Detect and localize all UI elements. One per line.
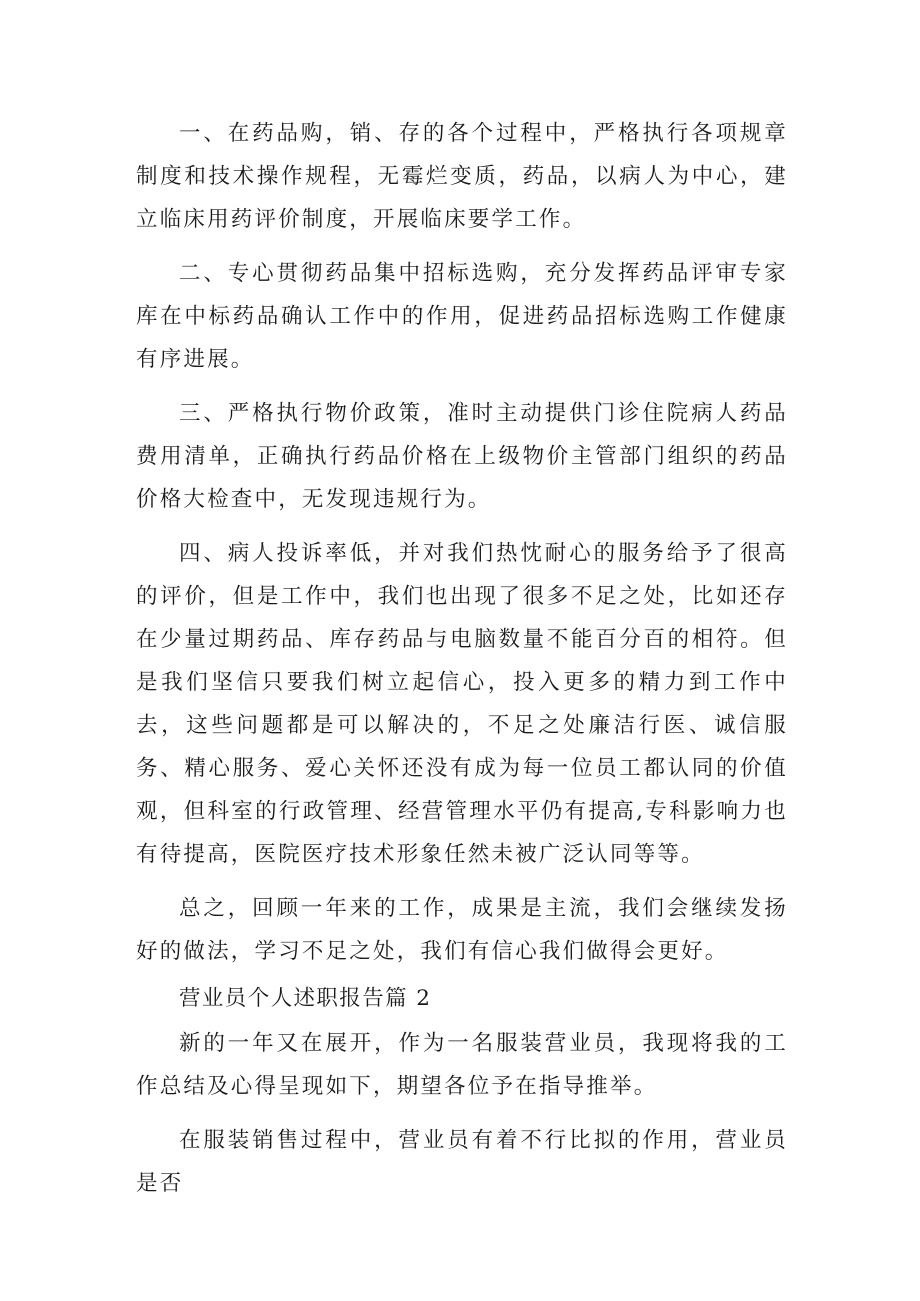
paragraph-1: 一、在药品购，销、存的各个过程中，严格执行各项规章制度和技术操作规程，无霉烂变质，药品，以病人为中心，建立临床用药评价制度，开展临床要学工作。 <box>136 121 788 232</box>
document-body <box>136 112 788 1216</box>
section-paragraph-1: 新的一年又在展开，作为一名服装营业员，我现将我的工作总结及心得呈现如下，期望各位予在指导推举。 <box>136 1031 788 1099</box>
paragraph-5: 总之，回顾一年来的工作，成果是主流，我们会继续发扬好的做法，学习不足之处，我们有信心我们做得会更好。 <box>136 896 788 964</box>
section-paragraph-2: 在服装销售过程中，营业员有着不行比拟的作用，营业员是否 <box>136 1128 788 1196</box>
paragraph-4: 四、病人投诉率低，并对我们热忱耐心的服务给予了很高的评价，但是工作中，我们也出现了很多不足之处，比如还存在少量过期药品、库存药品与电脑数量不能百分百的相符。但是我们坚信只要我们树立起信心，投入更多的精力到工作中去，这些问题都是可以解决的，不足之处廉洁行医、诚信服务、精心服务、爱心关怀还没有成为每一位员工都认同的价值观，但科室的行政管理、经营管理水平仍有提高,专科影响力也有待提高，医院医疗技术形象任然未被广泛认同等等。 <box>136 541 788 867</box>
paragraph-2: 二、专心贯彻药品集中招标选购，充分发挥药品评审专家库在中标药品确认工作中的作用，促进药品招标选购工作健康有序进展。 <box>136 261 788 372</box>
paragraph-3: 三、严格执行物价政策，准时主动提供门诊住院病人药品费用清单，正确执行药品价格在上级物价主管部门组织的药品价格大检查中，无发现违规行为。 <box>136 401 788 512</box>
section-heading: 营业员个人述职报告篇 2 <box>179 986 432 1011</box>
